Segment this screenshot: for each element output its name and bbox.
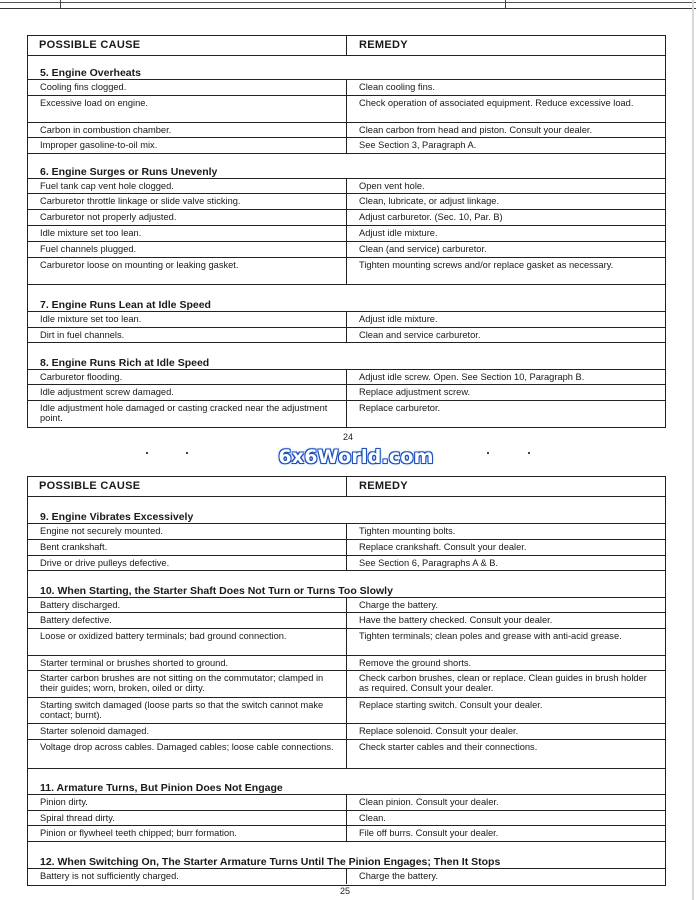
section-title: 6. Engine Surges or Runs Unevenly [28, 154, 665, 179]
table-row [28, 385, 665, 401]
header-remedy-label: REMEDY [359, 480, 408, 492]
cause-cell: Improper gasoline-to-oil mix. [28, 138, 347, 153]
remedy-cell: Replace crankshaft. Consult your dealer. [359, 542, 527, 552]
section-title: 7. Engine Runs Lean at Idle Speed [28, 285, 665, 312]
cause-cell: Pinion or flywheel teeth chipped; burr formation. [28, 826, 347, 841]
table-row [28, 598, 665, 613]
cause-cell: Carburetor flooding. [28, 370, 347, 384]
remedy-cell: Check carbon brushes, clean or replace. Clean guides in brush holder as required. Consult your dealer. [359, 673, 647, 693]
section-title: 5. Engine Overheats [28, 56, 665, 80]
remedy-cell: Replace carburetor. [359, 403, 441, 413]
remedy-cell: See Section 3, Paragraph A. [359, 140, 477, 150]
remedy-cell: Clean. [359, 813, 386, 823]
header-cause-cell [28, 477, 347, 496]
table-row [28, 80, 665, 96]
remedy-cell: Open vent hole. [359, 181, 425, 191]
scan-binding-edge [692, 0, 694, 900]
remedy-cell: Clean, lubricate, or adjust linkage. [359, 196, 500, 206]
remedy-cell: Adjust idle screw. Open. See Section 10, Paragraph B. [359, 372, 585, 382]
remedy-cell: Clean carbon from head and piston. Consult your dealer. [359, 125, 593, 135]
table-row [28, 138, 665, 154]
cause-cell: Pinion dirty. [28, 795, 347, 810]
cause-cell: Dirt in fuel channels. [28, 328, 347, 342]
table-row [28, 370, 665, 385]
remedy-cell: Charge the battery. [359, 600, 438, 610]
remedy-cell: File off burrs. Consult your dealer. [359, 828, 499, 838]
cause-cell: Carbon in combustion chamber. [28, 123, 347, 137]
cause-cell: Idle adjustment hole damaged or casting cracked near the adjustment point. [28, 401, 347, 427]
remedy-cell: Replace adjustment screw. [359, 387, 471, 397]
remedy-cell: Check starter cables and their connections. [359, 742, 538, 752]
table-row [28, 179, 665, 194]
remedy-cell: Remove the ground shorts. [359, 658, 472, 668]
scan-top-rule [0, 2, 696, 3]
table-row [28, 869, 665, 884]
cause-cell: Fuel channels plugged. [28, 242, 347, 257]
cause-cell: Idle mixture set too lean. [28, 312, 347, 327]
table-row [28, 613, 665, 629]
section-title: 11. Armature Turns, But Pinion Does Not Engage [28, 769, 665, 795]
troubleshooting-table-page-25 [27, 476, 666, 886]
cause-cell: Starter solenoid damaged. [28, 724, 347, 739]
table-row [28, 194, 665, 210]
table-row [28, 556, 665, 571]
table-row [28, 671, 665, 698]
remedy-cell: Have the battery checked. Consult your dealer. [359, 615, 553, 625]
page-number: 25 [340, 886, 351, 896]
cause-cell: Voltage drop across cables. Damaged cables; loose cable connections. [28, 740, 347, 768]
cause-cell: Starter terminal or brushes shorted to ground. [28, 656, 347, 670]
remedy-cell: Adjust idle mixture. [359, 314, 438, 324]
table-row [28, 740, 665, 769]
table-row [28, 811, 665, 826]
cause-cell: Carburetor not properly adjusted. [28, 210, 347, 225]
table-row [28, 258, 665, 285]
remedy-cell: Tighten terminals; clean poles and grease with anti-acid grease. [359, 631, 622, 641]
table-header [28, 36, 665, 56]
table-header [28, 477, 665, 497]
remedy-cell: Charge the battery. [359, 871, 438, 881]
cause-cell: Idle adjustment screw damaged. [28, 385, 347, 400]
troubleshooting-table-page-24 [27, 35, 666, 428]
header-cause-label: POSSIBLE CAUSE [39, 480, 141, 492]
cause-cell: Drive or drive pulleys defective. [28, 556, 347, 570]
table-row [28, 540, 665, 556]
remedy-cell: Clean cooling fins. [359, 82, 435, 92]
table-row [28, 629, 665, 656]
remedy-cell: Adjust carburetor. (Sec. 10, Par. B) [359, 212, 503, 222]
header-cause-label: POSSIBLE CAUSE [39, 39, 141, 51]
remedy-cell: Clean pinion. Consult your dealer. [359, 797, 499, 807]
table-row [28, 401, 665, 427]
scan-speck [186, 452, 188, 454]
table-row [28, 242, 665, 258]
header-remedy-cell [347, 36, 408, 55]
table-row [28, 524, 665, 540]
section-title: 12. When Switching On, The Starter Armature Turns Until The Pinion Engages; Then It Stops [28, 842, 665, 869]
scan-speck [146, 452, 148, 454]
table-row [28, 795, 665, 811]
cause-cell: Idle mixture set too lean. [28, 226, 347, 241]
header-cause-cell [28, 36, 347, 55]
watermark-6x6world: 6x6World.com [278, 446, 434, 468]
header-remedy-cell [347, 477, 408, 496]
section-title: 8. Engine Runs Rich at Idle Speed [28, 343, 665, 370]
scan-speck [487, 452, 489, 454]
table-row [28, 826, 665, 842]
cause-cell: Battery is not sufficiently charged. [28, 869, 347, 884]
table-row [28, 328, 665, 343]
cause-cell: Spiral thread dirty. [28, 811, 347, 825]
header-remedy-label: REMEDY [359, 39, 408, 51]
scan-top-rule-2 [0, 8, 696, 9]
cause-cell: Carburetor throttle linkage or slide valve sticking. [28, 194, 347, 209]
remedy-cell: See Section 6, Paragraphs A & B. [359, 558, 499, 568]
scan-tick-mark [60, 0, 61, 8]
remedy-cell: Adjust idle mixture. [359, 228, 438, 238]
cause-cell: Bent crankshaft. [28, 540, 347, 555]
table-row [28, 226, 665, 242]
remedy-cell: Tighten mounting bolts. [359, 526, 456, 536]
page-number: 24 [343, 432, 354, 442]
table-row [28, 96, 665, 123]
cause-cell: Loose or oxidized battery terminals; bad ground connection. [28, 629, 347, 655]
scan-speck [528, 452, 530, 454]
cause-cell: Engine not securely mounted. [28, 524, 347, 539]
cause-cell: Cooling fins clogged. [28, 80, 347, 95]
cause-cell: Starter carbon brushes are not sitting on the commutator; clamped in their guides; worn, broken, oiled or dirty. [28, 671, 347, 697]
remedy-cell: Replace starting switch. Consult your dealer. [359, 700, 543, 710]
table-row [28, 698, 665, 724]
table-row [28, 123, 665, 138]
table-row [28, 724, 665, 740]
cause-cell: Starting switch damaged (loose parts so that the switch cannot make contact; burnt). [28, 698, 347, 723]
section-title: 9. Engine Vibrates Excessively [28, 497, 665, 524]
remedy-cell: Check operation of associated equipment. Reduce excessive load. [359, 98, 634, 108]
table-row [28, 210, 665, 226]
table-row [28, 656, 665, 671]
cause-cell: Carburetor loose on mounting or leaking gasket. [28, 258, 347, 284]
table-row [28, 312, 665, 328]
remedy-cell: Replace solenoid. Consult your dealer. [359, 726, 519, 736]
cause-cell: Battery discharged. [28, 598, 347, 612]
remedy-cell: Clean (and service) carburetor. [359, 244, 487, 254]
cause-cell: Battery defective. [28, 613, 347, 628]
remedy-cell: Clean and service carburetor. [359, 330, 481, 340]
remedy-cell: Tighten mounting screws and/or replace gasket as necessary. [359, 260, 614, 270]
cause-cell: Excessive load on engine. [28, 96, 347, 122]
section-title: 10. When Starting, the Starter Shaft Does Not Turn or Turns Too Slowly [28, 571, 665, 598]
cause-cell: Fuel tank cap vent hole clogged. [28, 179, 347, 193]
scan-tick-mark [505, 0, 506, 8]
